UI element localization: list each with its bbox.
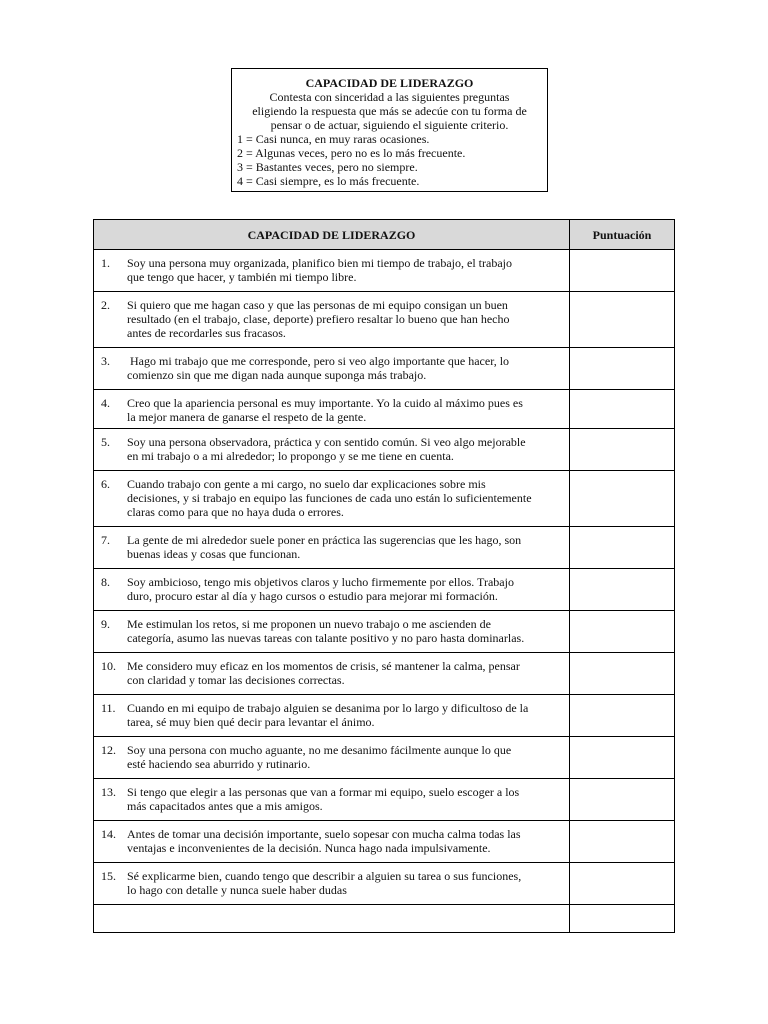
score-cell[interactable]: [570, 737, 675, 779]
question-line: con claridad y tomar las decisiones correctas.: [127, 673, 345, 687]
total-spacer: [94, 905, 570, 933]
score-cell[interactable]: [570, 863, 675, 905]
question-line: Cuando en mi equipo de trabajo alguien se desanima por lo largo y dificultoso de la: [127, 701, 529, 715]
criteria-item: 1 = Casi nunca, en muy raras ocasiones.: [237, 132, 430, 146]
question-line: antes de recordarles sus fracasos.: [127, 326, 286, 340]
table-row: [94, 737, 675, 779]
table-row: [94, 653, 675, 695]
criteria-list: [232, 132, 547, 188]
question-text: [127, 256, 563, 284]
question-text: [127, 701, 563, 729]
question-text: [127, 659, 563, 687]
question-number: 12.: [101, 743, 116, 757]
table-row: [94, 821, 675, 863]
question-cell: [94, 863, 570, 905]
table-row: [94, 471, 675, 527]
question-text: [127, 435, 563, 463]
question-line: Creo que la apariencia personal es muy importante. Yo la cuido al máximo pues es: [127, 396, 523, 410]
question-line: que tengo que hacer, y también mi tiempo libre.: [127, 270, 357, 284]
instruction-line: eligiendo la respuesta que más se adecúe con tu forma de: [252, 104, 527, 118]
question-line: Me considero muy eficaz en los momentos de crisis, sé mantener la calma, pensar: [127, 659, 520, 673]
score-cell[interactable]: [570, 429, 675, 471]
question-number: 14.: [101, 827, 116, 841]
score-cell[interactable]: [570, 527, 675, 569]
criteria-item: 2 = Algunas veces, pero no es lo más frecuente.: [237, 146, 466, 160]
question-line: duro, procuro estar al día y hago cursos o estudio para mejorar mi formación.: [127, 589, 498, 603]
question-number: 2.: [101, 298, 110, 312]
question-number: 13.: [101, 785, 116, 799]
question-line: decisiones, y si trabajo en equipo las funciones de cada uno están lo suficientemente: [127, 491, 532, 505]
table-row: [94, 292, 675, 348]
score-cell[interactable]: [570, 695, 675, 737]
table-header-row: [94, 220, 675, 250]
question-line: categoría, asumo las nuevas tareas con talante positivo y no paro hasta dominarlas.: [127, 631, 525, 645]
criteria-item: 3 = Bastantes veces, pero no siempre.: [237, 160, 418, 174]
question-line: Soy una persona observadora, práctica y con sentido común. Si veo algo mejorable: [127, 435, 526, 449]
question-line: Cuando trabajo con gente a mi cargo, no suelo dar explicaciones sobre mis: [127, 477, 486, 491]
question-text: [127, 354, 563, 382]
questionnaire-table: [93, 219, 675, 933]
question-cell: [94, 695, 570, 737]
question-line: Antes de tomar una decisión importante, suelo sopesar con mucha calma todas las: [127, 827, 521, 841]
question-number: 6.: [101, 477, 110, 491]
total-row: [94, 905, 675, 933]
question-text: [127, 743, 563, 771]
table-row: [94, 863, 675, 905]
question-cell: [94, 611, 570, 653]
instructions-box: [231, 68, 548, 192]
question-line: Si quiero que me hagan caso y que las personas de mi equipo consigan un buen: [127, 298, 508, 312]
question-text: [127, 477, 563, 519]
question-cell: [94, 737, 570, 779]
question-text: [127, 575, 563, 603]
score-cell[interactable]: [570, 653, 675, 695]
question-number: 7.: [101, 533, 110, 547]
question-line: esté haciendo sea aburrido y rutinario.: [127, 757, 311, 771]
question-number: 1.: [101, 256, 110, 270]
question-line: claras como para que no haya duda o errores.: [127, 505, 344, 519]
table-row: [94, 527, 675, 569]
table-row: [94, 611, 675, 653]
score-cell[interactable]: [570, 779, 675, 821]
header-score: Puntuación: [570, 220, 675, 250]
score-cell[interactable]: [570, 390, 675, 429]
question-number: 11.: [101, 701, 116, 715]
criteria-item: 4 = Casi siempre, es lo más frecuente.: [237, 174, 420, 188]
question-line: Me estimulan los retos, si me proponen un nuevo trabajo o me ascienden de: [127, 617, 491, 631]
question-line: Hago mi trabajo que me corresponde, pero si veo algo importante que hacer, lo: [127, 354, 510, 368]
question-cell: [94, 250, 570, 292]
question-number: 9.: [101, 617, 110, 631]
questions-body: [94, 250, 675, 933]
question-line: Soy una persona muy organizada, planifico bien mi tiempo de trabajo, el trabajo: [127, 256, 512, 270]
score-cell[interactable]: [570, 821, 675, 863]
question-line: la mejor manera de ganarse el respeto de la gente.: [127, 410, 367, 424]
score-cell[interactable]: [570, 611, 675, 653]
question-cell: [94, 821, 570, 863]
question-number: 3.: [101, 354, 110, 368]
question-text: [127, 396, 563, 424]
question-line: comienzo sin que me digan nada aunque suponga más trabajo.: [127, 368, 427, 382]
question-text: [127, 869, 563, 897]
question-line: Soy ambicioso, tengo mis objetivos claros y lucho firmemente por ellos. Trabajo: [127, 575, 514, 589]
question-cell: [94, 471, 570, 527]
question-cell: [94, 348, 570, 390]
question-line: lo hago con detalle y nunca suele haber dudas: [127, 883, 347, 897]
table-row: [94, 390, 675, 429]
question-text: [127, 785, 563, 813]
instruction-line: pensar o de actuar, siguiendo el siguiente criterio.: [270, 118, 509, 132]
question-number: 5.: [101, 435, 110, 449]
question-line: Si tengo que elegir a las personas que van a formar mi equipo, suelo escoger a los: [127, 785, 520, 799]
intro-title: CAPACIDAD DE LIDERAZGO: [305, 76, 474, 90]
question-text: [127, 533, 563, 561]
question-line: Sé explicarme bien, cuando tengo que describir a alguien su tarea o sus funciones,: [127, 869, 522, 883]
score-cell[interactable]: [570, 348, 675, 390]
question-number: 4.: [101, 396, 110, 410]
table-row: [94, 348, 675, 390]
question-cell: [94, 390, 570, 429]
table-row: [94, 779, 675, 821]
question-text: [127, 298, 563, 340]
score-cell[interactable]: [570, 569, 675, 611]
question-cell: [94, 429, 570, 471]
question-line: buenas ideas y cosas que funcionan.: [127, 547, 301, 561]
question-line: resultado (en el trabajo, clase, deporte) prefiero resaltar lo bueno que han hecho: [127, 312, 510, 326]
score-cell[interactable]: [570, 292, 675, 348]
question-line: ventajas e inconvenientes de la decisión. Nunca hago nada impulsivamente.: [127, 841, 491, 855]
question-cell: [94, 527, 570, 569]
question-number: 10.: [101, 659, 116, 673]
instruction-line: Contesta con sinceridad a las siguientes preguntas: [269, 90, 510, 104]
question-line: en mi trabajo o a mi alrededor; lo propongo y se me tiene en cuenta.: [127, 449, 454, 463]
table-row: [94, 250, 675, 292]
question-number: 15.: [101, 869, 116, 883]
question-line: tarea, sé muy bien qué decir para levantar el ánimo.: [127, 715, 375, 729]
question-line: Soy una persona con mucho aguante, no me desanimo fácilmente aunque lo que: [127, 743, 512, 757]
question-cell: [94, 292, 570, 348]
question-line: La gente de mi alrededor suele poner en práctica las sugerencias que les hago, son: [127, 533, 522, 547]
question-line: más capacitados antes que a mis amigos.: [127, 799, 323, 813]
question-text: [127, 827, 563, 855]
question-text: [127, 617, 563, 645]
question-number: 8.: [101, 575, 110, 589]
score-cell[interactable]: [570, 250, 675, 292]
intro-instruction: [232, 90, 547, 132]
total-score-cell[interactable]: [570, 905, 675, 933]
table-row: [94, 429, 675, 471]
question-cell: [94, 779, 570, 821]
question-cell: [94, 569, 570, 611]
score-cell[interactable]: [570, 471, 675, 527]
table-row: [94, 695, 675, 737]
question-cell: [94, 653, 570, 695]
header-question: CAPACIDAD DE LIDERAZGO: [94, 220, 570, 250]
table-row: [94, 569, 675, 611]
